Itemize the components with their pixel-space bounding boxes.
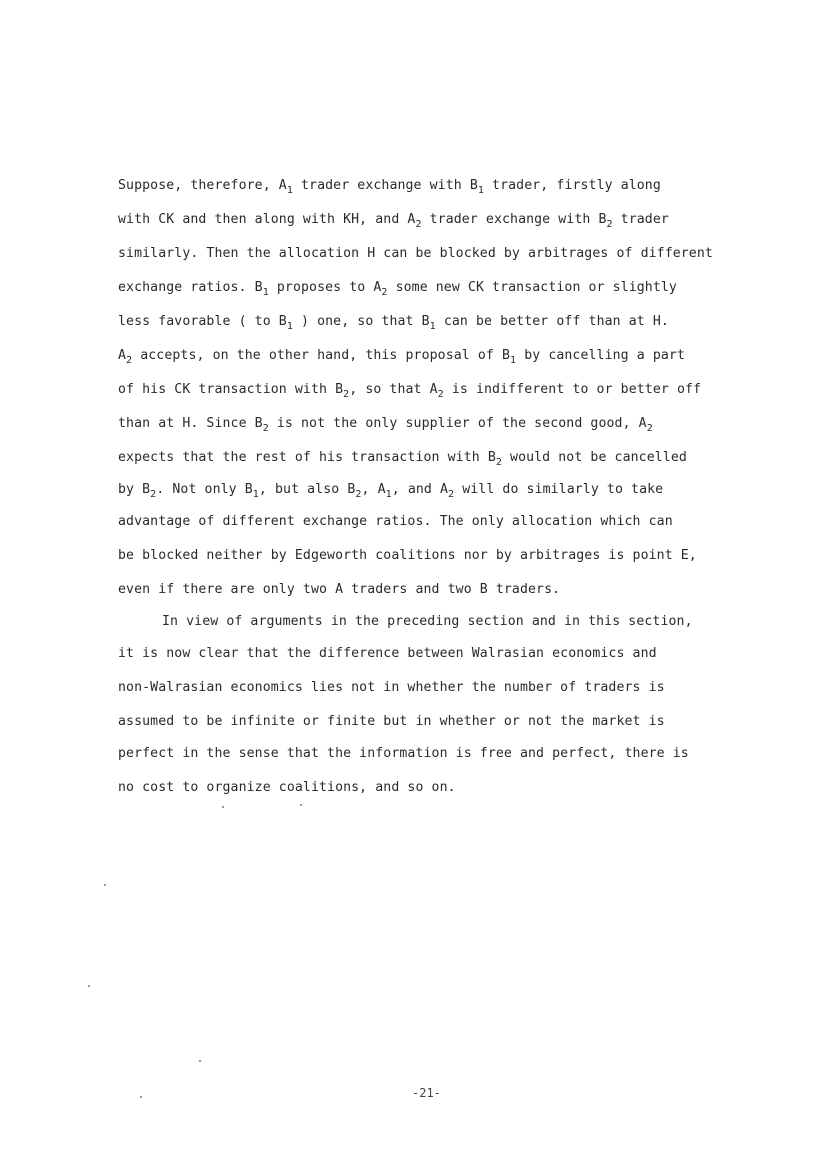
subscript: 1 (286, 185, 293, 196)
subscript: 1 (252, 489, 259, 500)
text-line (118, 210, 758, 230)
text-run: A (118, 348, 127, 363)
text-run: . Not only B (156, 482, 253, 497)
subscript: 2 (126, 355, 133, 366)
text-run: non-Walrasian economics lies not in whether the number of traders is (118, 680, 665, 695)
text-run: ) one, so that B (292, 314, 430, 329)
text-run: similarly. Then the allocation H can be blocked by arbitrages of different (118, 246, 713, 261)
scan-speck (140, 1096, 142, 1098)
scan-speck (104, 884, 106, 886)
text-run: , A (361, 482, 386, 497)
text-run: exchange ratios. B (118, 280, 263, 295)
text-run: with CK and then along with KH, and A (118, 212, 416, 227)
text-run: trader exchange with B (421, 212, 607, 227)
subscript: 2 (355, 489, 362, 500)
text-run: accepts, on the other hand, this proposal of B (132, 348, 511, 363)
text-line (118, 580, 758, 600)
text-run: be blocked neither by Edgeworth coalitions nor by arbitrages is point E, (118, 548, 697, 563)
text-run: will do similarly to take (454, 482, 664, 497)
text-run: no cost to organize coalitions, and so on. (118, 780, 456, 795)
text-line (118, 346, 758, 366)
text-run: In view of arguments in the preceding section and in this section, (162, 614, 693, 629)
scan-speck (300, 804, 302, 806)
text-run: is indifferent to or better off (443, 382, 702, 397)
subscript: 1 (385, 489, 392, 500)
scan-speck (88, 985, 90, 987)
subscript: 1 (429, 321, 436, 332)
text-run: , so that A (349, 382, 438, 397)
text-line (118, 512, 758, 532)
text-line (118, 448, 758, 468)
text-run: trader exchange with B (292, 178, 478, 193)
text-run: than at H. Since B (118, 416, 263, 431)
text-line (118, 176, 758, 196)
scan-speck (222, 806, 224, 808)
subscript: 1 (510, 355, 517, 366)
text-line (118, 312, 758, 332)
text-line (118, 278, 758, 298)
subscript: 2 (262, 423, 269, 434)
subscript: 2 (343, 389, 350, 400)
text-run: trader (612, 212, 669, 227)
text-run: expects that the rest of his transaction with B (118, 450, 496, 465)
text-line (118, 546, 758, 566)
text-run: by B (118, 482, 151, 497)
text-line (118, 244, 758, 264)
text-line (118, 678, 758, 698)
scan-speck (199, 1060, 201, 1062)
text-run: perfect in the sense that the information is free and perfect, there is (118, 746, 689, 761)
text-run: it is now clear that the difference between Walrasian economics and (118, 646, 657, 661)
text-run: less favorable ( to B (118, 314, 287, 329)
text-line (118, 778, 758, 798)
text-run: trader, firstly along (484, 178, 661, 193)
text-line (118, 744, 758, 764)
text-run: Suppose, therefore, A (118, 178, 287, 193)
subscript: 2 (150, 489, 157, 500)
text-run: some new CK transaction or slightly (387, 280, 677, 295)
text-run: of his CK transaction with B (118, 382, 344, 397)
text-run: proposes to A (268, 280, 382, 295)
subscript: 2 (495, 457, 502, 468)
text-line (118, 480, 758, 500)
text-run: , and A (391, 482, 449, 497)
subscript: 2 (448, 489, 455, 500)
subscript: 1 (286, 321, 293, 332)
text-line (118, 414, 758, 434)
subscript: 2 (646, 423, 653, 434)
text-run: advantage of different exchange ratios. The only allocation which can (118, 514, 673, 529)
subscript: 2 (415, 219, 422, 230)
text-run: assumed to be infinite or finite but in whether or not the market is (118, 714, 665, 729)
text-line (118, 380, 758, 400)
text-run: , but also B (258, 482, 356, 497)
text-run: even if there are only two A traders and two B traders. (118, 582, 561, 597)
subscript: 1 (477, 185, 485, 196)
text-run: is not the only supplier of the second good, A (268, 416, 647, 431)
subscript: 2 (606, 219, 613, 230)
text-line (118, 644, 758, 664)
text-run: would not be cancelled (501, 450, 687, 465)
subscript: 2 (381, 287, 388, 298)
subscript: 1 (262, 287, 269, 298)
text-run: can be better off than at H. (435, 314, 669, 329)
text-line (118, 712, 758, 732)
text-line (162, 612, 802, 632)
subscript: 2 (437, 389, 444, 400)
text-run: by cancelling a part (516, 348, 685, 363)
page-number: -21- (412, 1086, 441, 1100)
